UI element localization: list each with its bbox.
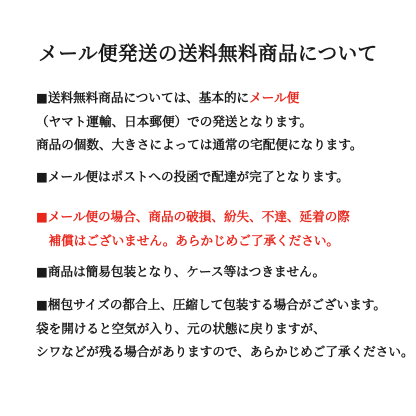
notice-line: ■メール便の場合、商品の破損、紛失、不達、延着の際 bbox=[36, 209, 350, 224]
notice-compressed-packing bbox=[36, 293, 414, 364]
notice-simple-packaging bbox=[36, 260, 406, 284]
mail-service-highlight: メール便 bbox=[249, 90, 300, 105]
notice-post-delivery bbox=[36, 165, 406, 189]
notice-line: 商品の個数、大きさによっては通常の宅配便になります。 bbox=[36, 137, 363, 152]
notice-no-compensation-warning bbox=[36, 205, 406, 252]
notice-line: シワなどが残る場合がありますので、あらかじめご了承ください。 bbox=[36, 344, 414, 359]
notice-line: ■メール便はポストへの投函で配達が完了となります。 bbox=[36, 169, 349, 184]
notice-line: ■商品は簡易包装となり、ケース等はつきません。 bbox=[36, 264, 326, 279]
notice-line: 補償はございません。あらかじめご了承ください。 bbox=[36, 232, 340, 248]
notice-line: ■梱包サイズの都合上、圧縮して包装する場合がございます。 bbox=[36, 297, 386, 312]
notice-line bbox=[36, 86, 406, 110]
page-title: メール便発送の送料無料商品について bbox=[38, 42, 378, 65]
notice-free-shipping-mail bbox=[36, 86, 406, 157]
notice-line: 袋を開けると空気が入り、元の状態に戻りますが、 bbox=[36, 320, 326, 336]
notice-text: ■送料無料商品については、基本的に bbox=[36, 90, 250, 105]
notice-line: （ヤマト運輸、日本郵便）での発送となります。 bbox=[36, 113, 313, 129]
